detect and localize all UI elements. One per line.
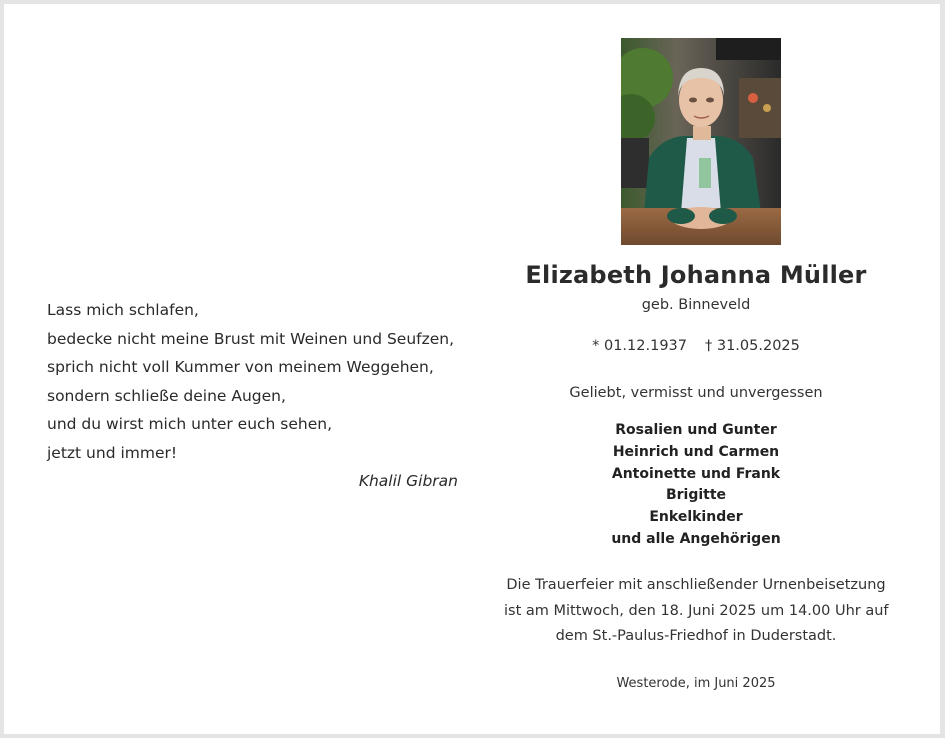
poem-line: bedecke nicht meine Brust mit Weinen und Seufzen, <box>47 329 455 348</box>
mourner-entry: und alle Angehörigen <box>611 530 781 547</box>
mourner-entry: Rosalien und Gunter <box>615 422 777 438</box>
poem-line: sondern schließe deine Augen, <box>47 386 286 405</box>
cross-icon: † <box>705 338 713 354</box>
birth-date: 01.12.1937 <box>603 338 687 354</box>
mourners-list <box>504 420 888 551</box>
ceremony-line: Die Trauerfeier mit anschließender Urnenbeisetzung <box>506 577 886 593</box>
poem-line: jetzt und immer! <box>47 443 178 462</box>
deceased-name: Elizabeth Johanna Müller <box>525 261 867 289</box>
poem <box>47 296 462 467</box>
birth-icon: * <box>592 338 600 354</box>
poem-line: und du wirst mich unter euch sehen, <box>47 415 333 433</box>
portrait-photo <box>621 38 781 245</box>
tagline: Geliebt, vermisst und unvergessen <box>569 385 823 401</box>
ceremony-info <box>504 573 888 650</box>
obituary-card <box>4 4 940 734</box>
birth-name: geb. Binneveld <box>641 297 751 313</box>
mourner-entry: Enkelkinder <box>649 509 743 526</box>
ceremony-line: ist am Mittwoch, den 18. Juni 2025 um 14.00 Uhr auf <box>504 602 889 619</box>
portrait-image <box>621 38 781 245</box>
place-date: Westerode, im Juni 2025 <box>616 676 776 691</box>
mourner-entry: Brigitte <box>665 487 727 504</box>
poem-author: Khalil Gibran <box>358 472 458 490</box>
mourner-entry: Antoinette und Frank <box>611 465 781 482</box>
ceremony-line: dem St.-Paulus-Friedhof in Duderstadt. <box>555 628 837 644</box>
poem-line: Lass mich schlafen, <box>47 301 199 319</box>
life-dates <box>504 338 888 354</box>
poem-line: sprich nicht voll Kummer von meinem Weggehen, <box>47 358 434 376</box>
death-date: 31.05.2025 <box>716 338 800 354</box>
mourner-entry: Heinrich und Carmen <box>612 443 780 460</box>
